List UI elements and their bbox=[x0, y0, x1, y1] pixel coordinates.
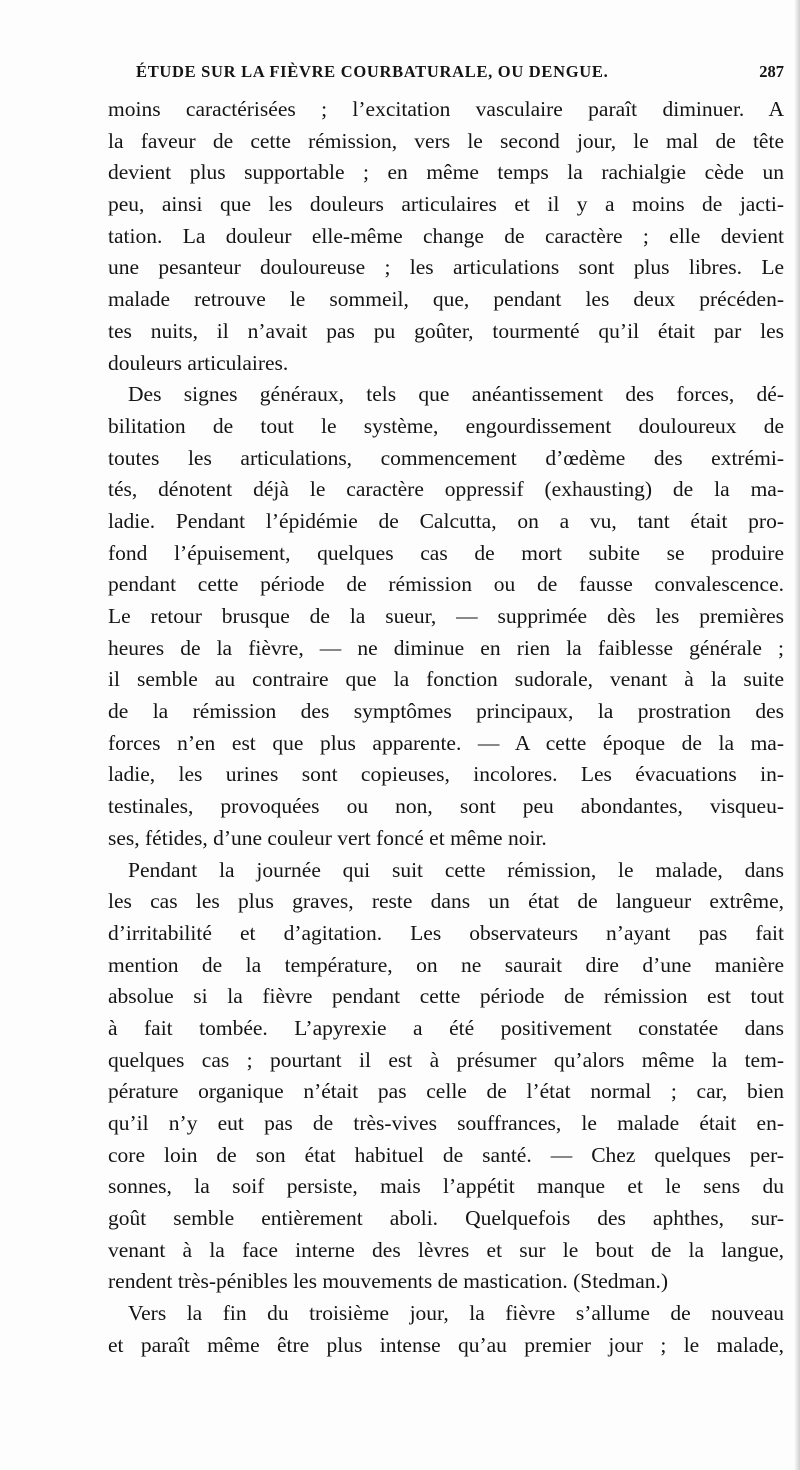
body-text bbox=[108, 94, 784, 1362]
text-line: et paraît même être plus intense qu’au premier jour ; le malade, bbox=[108, 1332, 784, 1357]
text-line: testinales, provoquées ou non, sont peu abondantes, visqueu- bbox=[108, 794, 784, 819]
text-line: tés, dénotent déjà le caractère oppressif (exhausting) de la ma- bbox=[108, 477, 784, 502]
text-line: à fait tombée. L’apyrexie a été positivement constatée dans bbox=[108, 1015, 784, 1040]
text-line: tation. La douleur elle-même change de caractère ; elle devient bbox=[108, 223, 784, 248]
text-line: devient plus supportable ; en même temps la rachialgie cède un bbox=[108, 160, 784, 185]
text-line: sonnes, la soif persiste, mais l’appétit manque et le sens du bbox=[108, 1174, 784, 1199]
text-line: moins caractérisées ; l’excitation vasculaire paraît diminuer. A bbox=[108, 97, 784, 121]
text-line: peu, ainsi que les douleurs articulaires et il y a moins de jacti- bbox=[108, 192, 784, 217]
text-line: douleurs articulaires. bbox=[108, 350, 289, 375]
text-line: goût semble entièrement aboli. Quelquefois des aphthes, sur- bbox=[108, 1206, 784, 1231]
text-line: mention de la température, on ne saurait dire d’une manière bbox=[108, 952, 784, 977]
text-line: d’irritabilité et d’agitation. Les observateurs n’ayant pas fait bbox=[108, 920, 784, 945]
text-line: quelques cas ; pourtant il est à présumer qu’alors même la tem- bbox=[108, 1047, 784, 1072]
text-line: rendent très-pénibles les mouvements de mastication. (Stedman.) bbox=[108, 1269, 669, 1294]
text-line: les cas les plus graves, reste dans un état de langueur extrême, bbox=[108, 889, 784, 914]
text-line: ladie, les urines sont copieuses, incolores. Les évacuations in- bbox=[108, 762, 784, 787]
text-line: de la rémission des symptômes principaux, la prostration des bbox=[108, 699, 784, 724]
text-line: core loin de son état habituel de santé. — Chez quelques per- bbox=[108, 1142, 784, 1167]
text-line: malade retrouve le sommeil, que, pendant les deux précéden- bbox=[108, 287, 784, 312]
text-line: fond l’épuisement, quelques cas de mort subite se produire bbox=[108, 540, 784, 565]
text-line: Le retour brusque de la sueur, — supprimée dès les premières bbox=[108, 604, 784, 628]
paragraph-first-line: Des signes généraux, tels que anéantissement des forces, dé- bbox=[128, 382, 784, 407]
page-header bbox=[108, 62, 784, 86]
text-line: absolue si la fièvre pendant cette période de rémission est tout bbox=[108, 984, 784, 1009]
text-line: qu’il n’y eut pas de très-vives souffrances, le malade était en- bbox=[108, 1111, 784, 1135]
page-number: 287 bbox=[759, 62, 784, 81]
text-line: tes nuits, il n’avait pas pu goûter, tourmenté qu’il était par les bbox=[108, 318, 784, 343]
text-line: bilitation de tout le système, engourdissement douloureux de bbox=[108, 413, 784, 438]
paragraph-first-line: Vers la fin du troisième jour, la fièvre s’allume de nouveau bbox=[128, 1301, 784, 1326]
text-line: il semble au contraire que la fonction sudorale, venant à la suite bbox=[108, 667, 784, 692]
text-line: venant à la face interne des lèvres et sur le bout de la langue, bbox=[108, 1237, 784, 1262]
text-line: forces n’en est que plus apparente. — A cette époque de la ma- bbox=[108, 730, 784, 755]
text-line: heures de la fièvre, — ne diminue en rien la faiblesse générale ; bbox=[108, 635, 784, 660]
text-line: pendant cette période de rémission ou de fausse convalescence. bbox=[108, 572, 784, 597]
text-line: ladie. Pendant l’épidémie de Calcutta, on a vu, tant était pro- bbox=[108, 508, 784, 533]
running-head: ÉTUDE SUR LA FIÈVRE COURBATURALE, OU DENGUE. bbox=[136, 62, 609, 81]
text-line: ses, fétides, d’une couleur vert foncé et même noir. bbox=[108, 825, 547, 850]
text-line: la faveur de cette rémission, vers le second jour, le mal de tête bbox=[108, 128, 784, 153]
paragraph-first-line: Pendant la journée qui suit cette rémission, le malade, dans bbox=[128, 857, 784, 882]
text-line: toutes les articulations, commencement d’œdème des extrémi- bbox=[108, 445, 784, 470]
page-edge-shadow bbox=[794, 0, 800, 1470]
text-line: pérature organique n’était pas celle de l’état normal ; car, bien bbox=[108, 1079, 784, 1104]
text-line: une pesanteur douloureuse ; les articulations sont plus libres. Le bbox=[108, 255, 784, 280]
